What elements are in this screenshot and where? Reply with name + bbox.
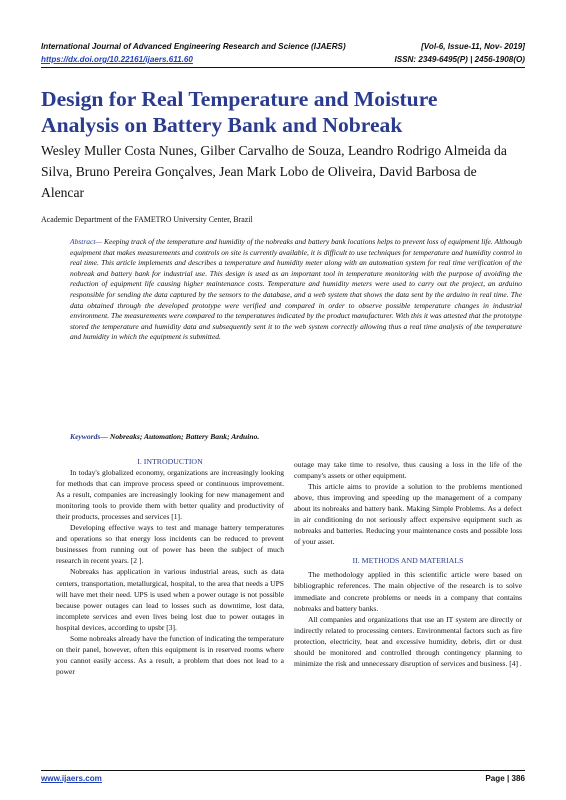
doi-link[interactable]: https://dx.doi.org/10.22161/ijaers.611.60	[41, 55, 193, 64]
page-number: Page | 386	[485, 774, 525, 783]
paragraph: This article aims to provide a solution to the problems mentioned above, thus improving and speeding up the management of a company about its nobreaks and battery bank. Making Simple Problems. As a defect in air conditioning do not seriously affect expensive equipment such as nobreaks and batteries. Reducing your maintenance costs and possible loss of your asset.	[294, 482, 522, 547]
keywords-text: Nobreaks; Automation; Battery Bank; Arduino.	[109, 432, 260, 441]
abstract	[70, 237, 522, 343]
paragraph: In today's globalized economy, organizations are increasingly looking for methods that can improve process speed or continuous improvement. As a result, companies are increasingly looking for new management and monitoring tools to provide them with better quality and productivity of their products, processes and services [1].	[56, 468, 284, 522]
abstract-text: Keeping track of the temperature and humidity of the nobreaks and battery bank locations helps to prevent loss of equipment life. Although equipment that makes measurements and controls on site is currently available, it is difficult to use techniques for temperature and humidity control in real time. This article implements and describes a temperature and humidity meter along with an automation system for real time verification of the nobreak and battery bank for industrial use. This design is used as an important tool in temperature monitoring with the purpose of avoiding the reduction of equipment life causing higher maintenance costs. Temperature and humidity meters were used to carry out the project, an arduino responsible for sending the data captured by the sensors to the database, and a web system that shows the data sent by the arduino in real time. The data obtained through the developed prototype were verified and compared in order to observe possible temperature changes in industrial environment. The measurements were compared to the temperatures indicated by the product manufacturer. With this it was attested that the prototype stored the temperature and humidity data and subsequently sent it to the web system correctly allowing thus a real time analysis of the temperature and humidity in which the equipment is submitted.	[70, 237, 522, 342]
paragraph: Developing effective ways to test and manage battery temperatures and operations so that energy loss incidents can be reduced to prevent businesses from running out of power has been the subject of much research in recent years. [2 ].	[56, 523, 284, 566]
author-list: Wesley Muller Costa Nunes, Gilber Carvalho de Souza, Leandro Rodrigo Almeida da Silva, Bruno Pereira Gonçalves, Jean Mark Lobo de Oliveira, David Barbosa de Alencar	[41, 143, 507, 200]
left-column	[56, 456, 284, 677]
paragraph: Nobreaks has application in various industrial areas, such as data centers, transportation, metallurgical, hospital, to the area that needs a UPS will have met their need. UPS is used when a power outage is not possible because power outages can lead to losses such as downtime, lost data, incomplete services and even lives being lost due to power outages in hospital devices, according to upsbr [3].	[56, 567, 284, 632]
paragraph: All companies and organizations that use an IT system are directly or indirectly related to processing centers. Environmental factors such as fire protection, electricity, heat and excessive humidity, debris, dirt or dust should be monitored and controlled through contingency planning to minimize the risk and unnecessary disruption of services and business. [4] .	[294, 614, 522, 668]
header-rule	[41, 67, 525, 68]
footer-rule	[41, 770, 525, 771]
journal-name: International Journal of Advanced Engineering Research and Science (IJAERS)	[41, 42, 346, 51]
abstract-label: Abstract—	[70, 237, 103, 246]
paper-title: Design for Real Temperature and Moisture Analysis on Battery Bank and Nobreak	[41, 87, 438, 137]
keywords-label: Keywords—	[70, 432, 108, 441]
section-heading-introduction: I. INTRODUCTION	[137, 457, 203, 466]
affiliation: Academic Department of the FAMETRO University Center, Brazil	[41, 215, 253, 224]
issn-info: ISSN: 2349-6495(P) | 2456-1908(O)	[394, 55, 525, 64]
section-heading-methods: II. METHODS AND MATERIALS	[352, 556, 464, 566]
keywords	[70, 432, 259, 441]
paragraph: The methodology applied in this scientific article were based on bibliographic references. The main objective of the research is to solve immediate and concrete problems or needs in a company that contains nobreaks and battery banks.	[294, 570, 522, 613]
paragraph: Some nobreaks already have the function of indicating the temperature on their panel, however, often this equipment is in reserved rooms where you cannot easily access. As a result, a problem that does not lead to a power	[56, 633, 284, 676]
website-link[interactable]: www.ijaers.com	[41, 774, 102, 783]
volume-info: [Vol-6, Issue-11, Nov- 2019]	[421, 42, 525, 51]
right-column	[294, 459, 522, 669]
paragraph: outage may take time to resolve, thus causing a loss in the life of the company's assets or other equipment.	[294, 460, 522, 481]
